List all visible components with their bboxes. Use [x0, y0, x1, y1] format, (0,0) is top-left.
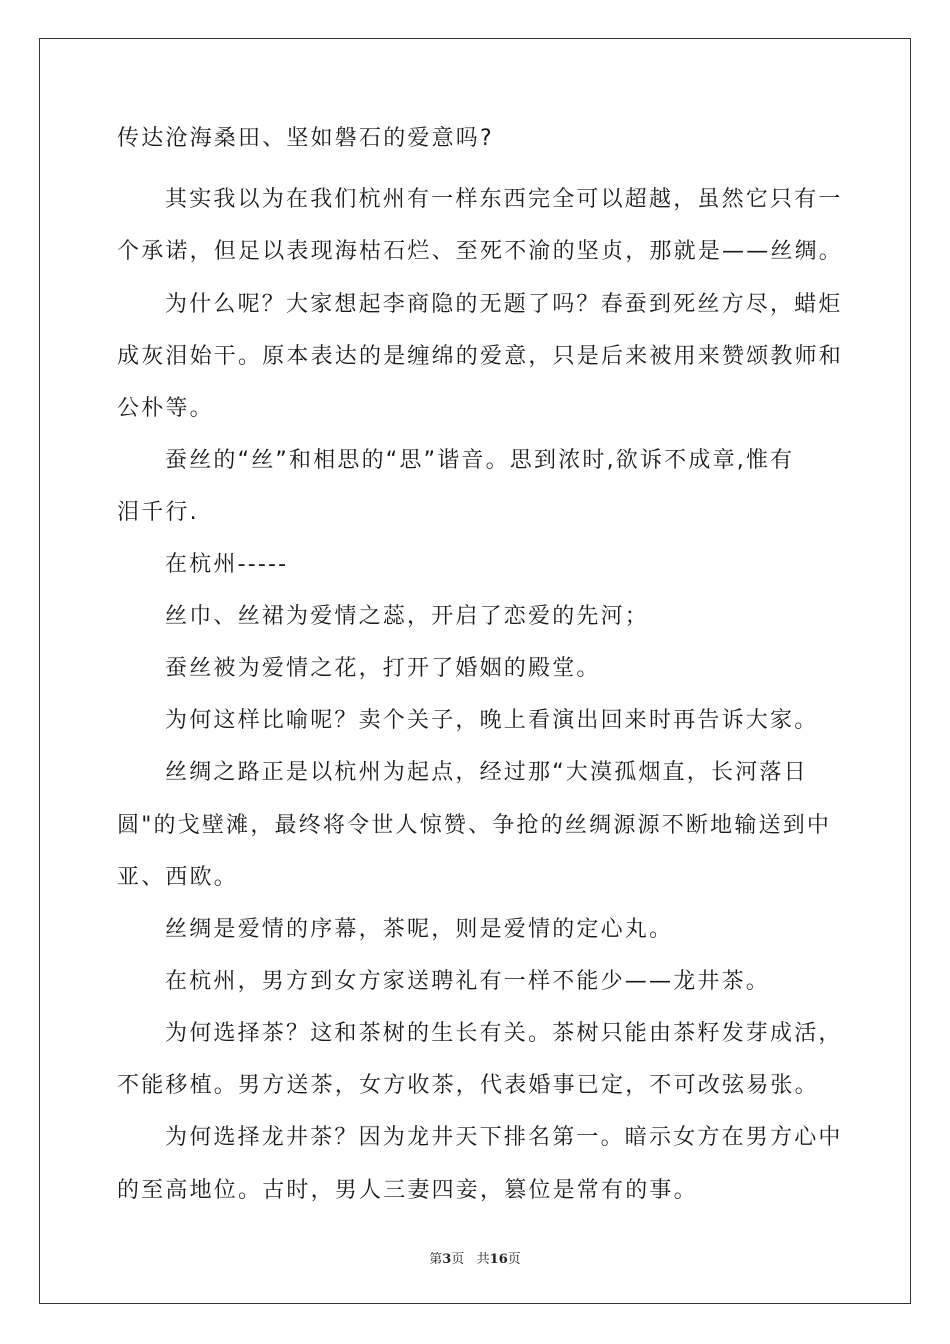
- text-line: 亚、西欧。: [117, 865, 239, 890]
- total-pages-number: 16: [489, 1252, 508, 1267]
- current-page-number: 3: [442, 1252, 452, 1267]
- text-line: 在杭州-----: [165, 552, 289, 577]
- text-line: 圆"的戈壁滩，最终将令世人惊赞、争抢的丝绸源源不断地输送到中: [117, 813, 832, 838]
- text-line: 为何选择龙井茶？因为龙井天下排名第一。暗示女方在男方心中: [165, 1125, 843, 1150]
- text-line: 成灰泪始干。原本表达的是缠绵的爱意，只是后来被用来赞颂教师和: [117, 344, 844, 369]
- text-line: 公朴等。: [117, 396, 214, 421]
- page-label-mid: 页 共: [451, 1252, 490, 1267]
- text-line: 泪千行.: [117, 500, 199, 525]
- text-line: 不能移植。男方送茶，女方收茶，代表婚事已定，不可改弦易张。: [117, 1073, 819, 1098]
- text-line: 丝绸之路正是以杭州为起点，经过那“大漠孤烟直，长河落日: [165, 760, 808, 785]
- text-line: 蚕丝被为爱情之花，打开了婚姻的殿堂。: [165, 656, 601, 681]
- page-label-suffix: 页: [507, 1252, 521, 1267]
- text-line: 蚕丝的“丝”和相思的“思”谐音。思到浓时,欲诉不成章,惟有: [165, 448, 795, 473]
- text-line: 丝绸是爱情的序幕，茶呢，则是爱情的定心丸。: [165, 917, 674, 942]
- text-line: 个承诺，但足以表现海枯石烂、至死不渝的坚贞，那就是——丝绸。: [117, 239, 844, 264]
- text-line: 为何这样比喻呢？卖个关子，晚上看演出回来时再告诉大家。: [165, 708, 819, 733]
- text-line: 丝巾、丝裙为爱情之蕊，开启了恋爱的先河；: [165, 604, 650, 629]
- page-number-footer: [0, 1248, 950, 1267]
- text-line: 在杭州，男方到女方家送聘礼有一样不能少——龙井茶。: [165, 969, 771, 994]
- text-line: 的至高地位。古时，男人三妻四妾，篡位是常有的事。: [117, 1178, 698, 1203]
- text-line: 为何选择茶？这和茶树的生长有关。茶树只能由茶籽发芽成活，: [165, 1021, 843, 1046]
- page-label-prefix: 第: [429, 1252, 443, 1267]
- text-line: 其实我以为在我们杭州有一样东西完全可以超越，虽然它只有一: [165, 187, 843, 212]
- text-line: 传达沧海桑田、坚如磐石的爱意吗?: [117, 126, 494, 151]
- text-line: 为什么呢？大家想起李商隐的无题了吗？春蚕到死丝方尽，蜡炬: [165, 292, 843, 317]
